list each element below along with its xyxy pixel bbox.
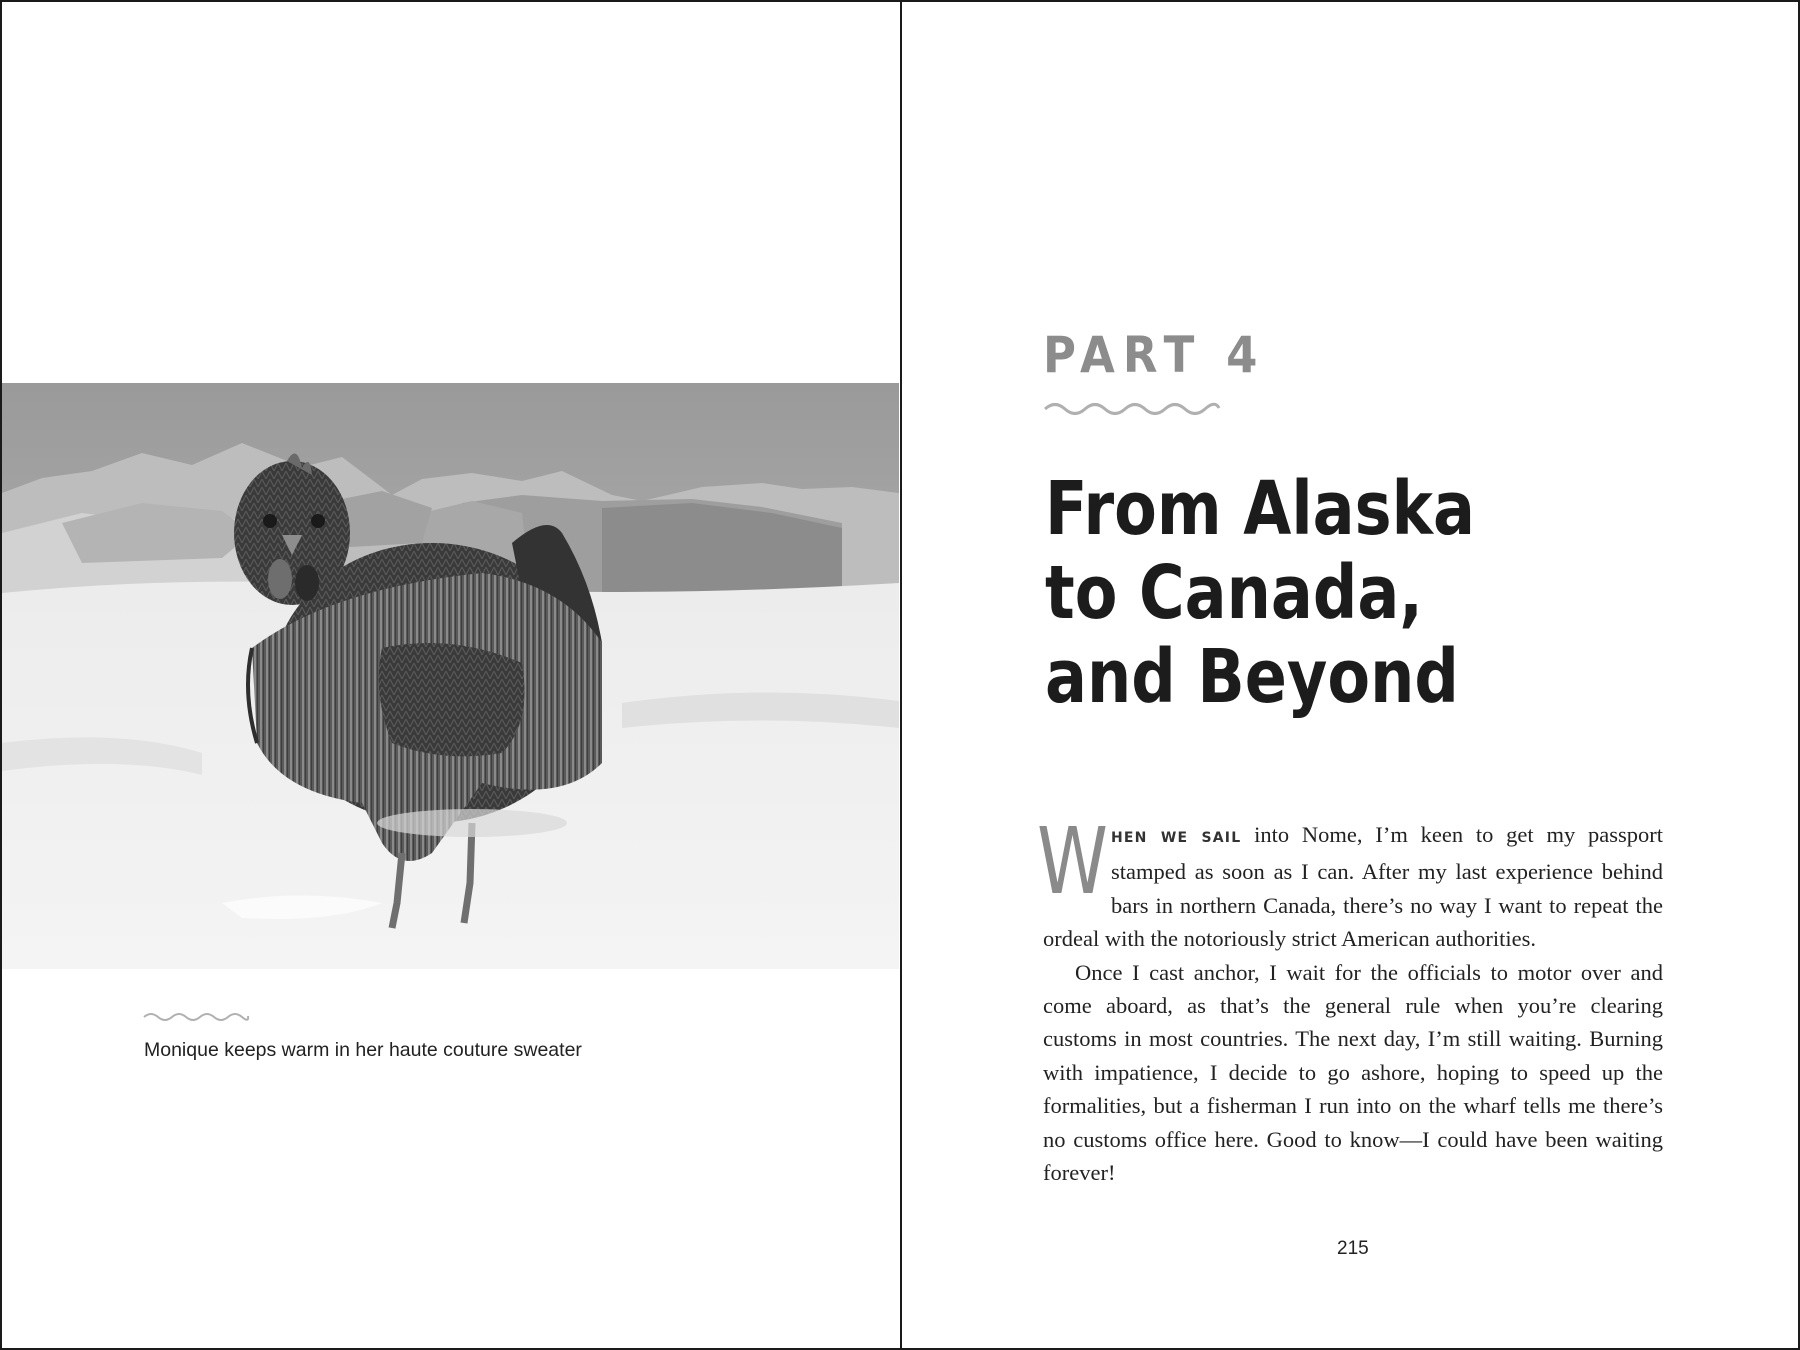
paragraph-2: Once I cast anchor, I wait for the officials to motor over and come aboard, as that’s the general rule when you’re clearing customs in most countries. The next day, I’m still waiting. Burning with impatience, I decide to go ashore, hoping to speed up the formalities, but a fisherman I run into on the wharf tells me there’s no customs office here. Good to know—I could have been waiting forever! (1043, 959, 1663, 1186)
chapter-title-line-1: From Alaska (1045, 466, 1475, 552)
drop-cap: W (1037, 808, 1108, 915)
lead-in-smallcaps: HEN WE SAIL (1111, 830, 1242, 846)
chapter-title-line-2: to Canada, (1045, 550, 1423, 636)
chapter-title (1045, 467, 1475, 719)
page-number: 215 (1337, 1238, 1369, 1259)
page-gutter (900, 2, 902, 1348)
photo-caption: Monique keeps warm in her haute couture sweater (144, 1039, 582, 1061)
chapter-title-line-3: and Beyond (1045, 634, 1459, 720)
part-wave-ornament (1043, 400, 1221, 418)
paragraph-1-text: into Nome, I’m keen to get my passport stamped as soon as I can. After my last experience behind bars in northern Canada, there’s no way I want to repeat the ordeal with the notoriously strict American authorities. (1043, 822, 1664, 952)
chicken-photo (2, 383, 899, 969)
left-page (2, 2, 901, 1348)
body-text (1037, 808, 1664, 1189)
paragraph-1 (1037, 808, 1664, 956)
part-label: PART 4 (1043, 326, 1266, 384)
right-page (903, 2, 1800, 1348)
caption-wave-ornament (142, 1011, 250, 1023)
